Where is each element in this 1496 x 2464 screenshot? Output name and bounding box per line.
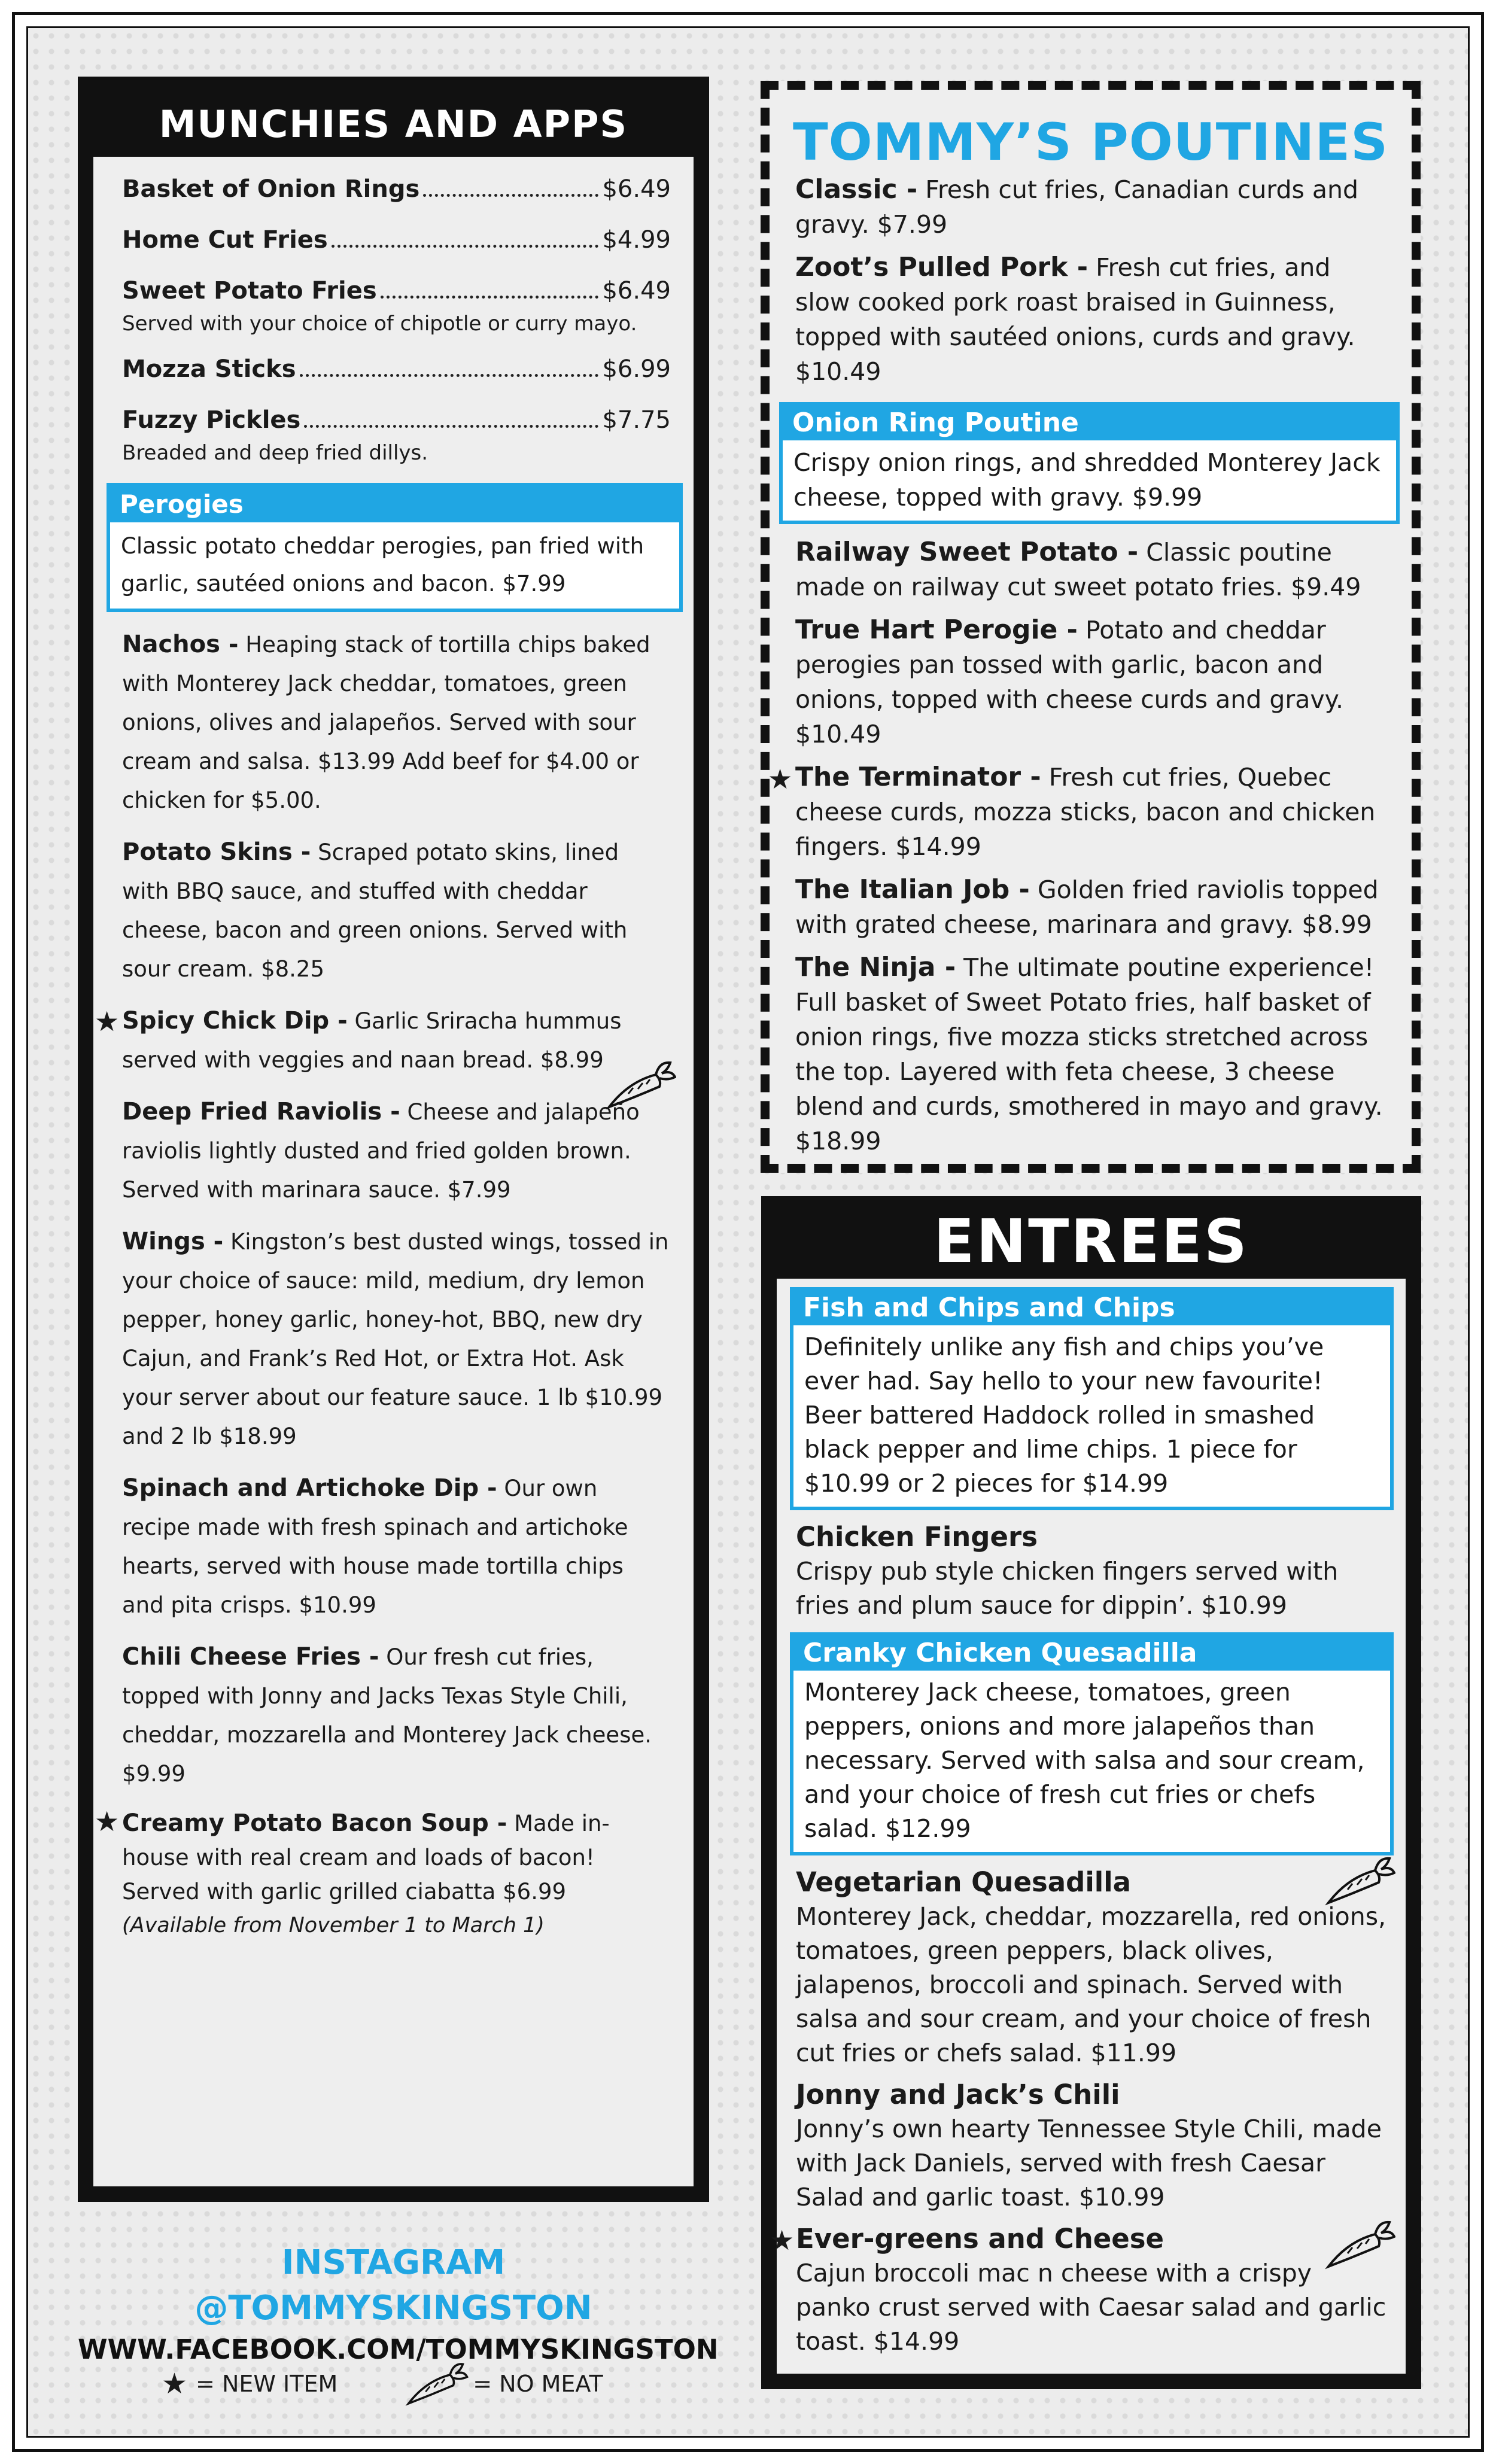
icon-legend	[162, 2360, 603, 2408]
item-name: Chili Cheese Fries -	[122, 1643, 379, 1671]
item-description: Potato and cheddar perogies pan tossed with garlic, bacon and onions, topped with cheese curds and gravy. $10.49	[795, 616, 1344, 749]
item-price: $7.75	[602, 406, 671, 434]
facebook-url[interactable]: WWW.FACEBOOK.COM/TOMMYSKINGSTON	[78, 2334, 719, 2365]
menu-item-potato-bacon-soup: ★ Creamy Potato Bacon Soup - Made in-house with real cream and loads of bacon! Served with garlic grilled ciabatta $6.99 (Available from November 1 to March 1)	[122, 1806, 671, 1942]
poutine-railway-sweet-potato	[795, 535, 1392, 604]
poutine-terminator: ★ The Terminator - Fresh cut fries, Quebec cheese curds, mozza sticks, bacon and chicken fingers. $14.99	[768, 762, 1376, 861]
item-name: Basket of Onion Rings	[122, 175, 420, 203]
item-name: Spinach and Artichoke Dip -	[122, 1474, 497, 1502]
item-name: The Italian Job -	[795, 874, 1030, 905]
legend-star-icon: ★	[162, 2367, 188, 2401]
leader-dots	[423, 194, 598, 197]
item-description: Our fresh cut fries, topped with Jonny and Jacks Texas Style Chili, cheddar, mozzarella and Monterey Jack cheese. $9.99	[122, 1644, 652, 1787]
menu-item-mozza-sticks	[122, 350, 671, 389]
item-description: Cajun broccoli mac n cheese with a crispy panko crust served with Caesar salad and garlic toast. $14.99	[796, 2259, 1386, 2356]
leader-dots	[381, 296, 599, 299]
item-description: Crispy pub style chicken fingers served with fries and plum sauce for dippin’. $10.99	[796, 1557, 1339, 1620]
item-name: Jonny and Jack’s Chili	[796, 2079, 1120, 2110]
legend-new-item: = NEW ITEM	[196, 2371, 338, 2397]
leader-dots	[332, 245, 599, 248]
item-description: Classic poutine made on railway cut sweet potato fries. $9.49	[795, 538, 1361, 601]
item-description: The ultimate poutine experience! Full basket of Sweet Potato fries, half basket of onion rings, five mozza sticks stretched across the top. Layered with feta cheese, 3 cheese blend and curds, smothered in mayo and gravy. $18.99	[795, 953, 1383, 1155]
item-name: Vegetarian Quesadilla	[796, 1866, 1131, 1898]
item-note: Served with your choice of chipotle or curry mayo.	[122, 312, 637, 336]
poutines-section	[761, 81, 1421, 1173]
item-name: Fuzzy Pickles	[122, 406, 301, 434]
item-name: Spicy Chick Dip -	[122, 1007, 348, 1035]
poutine-pulled-pork	[795, 250, 1392, 389]
item-name: Railway Sweet Potato -	[795, 537, 1139, 567]
apps-section-title: MUNCHIES AND APPS	[159, 102, 628, 146]
item-name: Wings -	[122, 1228, 224, 1255]
item-description: Monterey Jack, cheddar, mozzarella, red onions, tomatoes, green peppers, black olives, jalapenos, broccoli and spinach. Served with salsa and sour cream, and your choice of fresh cut fries or chefs salad. $11.99	[796, 1902, 1386, 2067]
feature-onion-ring-poutine	[779, 402, 1400, 524]
item-description: Our own recipe made with fresh spinach and artichoke hearts, served with house made tortilla chips and pita crisps. $10.99	[122, 1476, 628, 1618]
munchies-and-apps-section	[78, 77, 709, 2202]
item-description: Kingston’s best dusted wings, tossed in your choice of sauce: mild, medium, dry lemon pepper, honey garlic, honey-hot, BBQ, new dry Cajun, and Frank’s Red Hot, or Extra Hot. Ask your server about our feature sauce. 1 lb $10.99 and 2 lb $18.99	[122, 1229, 669, 1449]
menu-item-spicy-chick-dip: ★ Spicy Chick Dip - Garlic Sriracha hummus served with veggies and naan bread. $8.99	[95, 1005, 622, 1073]
feature-title: Cranky Chicken Quesadilla	[793, 1636, 1390, 1671]
poutines-content	[770, 172, 1412, 1158]
item-price: $6.99	[602, 355, 671, 383]
entree-chili	[796, 2077, 1388, 2214]
menu-item-sweet-potato-fries	[122, 272, 671, 311]
menu-item-nachos	[122, 625, 671, 820]
feature-cranky-chicken-quesadilla	[790, 1632, 1394, 1855]
feature-title: Fish and Chips and Chips	[793, 1291, 1390, 1325]
item-description: Fresh cut fries, Quebec cheese curds, mozza sticks, bacon and chicken fingers. $14.99	[795, 763, 1376, 861]
no-meat-carrot-icon	[604, 1058, 676, 1112]
item-price: $6.49	[602, 277, 671, 305]
item-description: Cheese and jalapeño raviolis lightly dusted and fried golden brown. Served with marinara sauce. $7.99	[122, 1099, 640, 1203]
item-name: Creamy Potato Bacon Soup -	[122, 1809, 507, 1837]
item-name: Mozza Sticks	[122, 355, 296, 383]
feature-fish-and-chips	[790, 1287, 1394, 1510]
poutine-true-hart-perogie	[795, 613, 1392, 752]
item-name: The Ninja -	[795, 952, 956, 982]
item-description: Garlic Sriracha hummus served with veggies and naan bread. $8.99	[122, 1008, 622, 1073]
item-name: Classic -	[795, 174, 918, 205]
item-name: Sweet Potato Fries	[122, 277, 377, 305]
leader-dots	[304, 425, 598, 428]
feature-title: Perogies	[110, 486, 679, 522]
feature-title: Onion Ring Poutine	[783, 406, 1396, 440]
item-name: Nachos -	[122, 631, 239, 658]
feature-description: Crispy onion rings, and shredded Monterey Jack cheese, topped with gravy. $9.99	[793, 448, 1381, 512]
poutine-classic	[795, 172, 1392, 242]
legend-no-meat: = NO MEAT	[473, 2371, 603, 2397]
availability-note: (Available from November 1 to March 1)	[122, 1914, 545, 1937]
menu-item-fuzzy-pickles	[122, 401, 671, 440]
feature-description: Definitely unlike any fish and chips you’ve ever had. Say hello to your new favourite! Beer battered Haddock rolled in smashed black pepper and lime chips. 1 piece for $10.99 or 2 pieces for $14.99	[804, 1333, 1324, 1498]
entrees-title: ENTREES	[934, 1206, 1249, 1276]
apps-content	[93, 157, 694, 2186]
entree-vegetarian-quesadilla	[796, 1865, 1388, 2070]
leader-dots	[300, 374, 599, 377]
poutine-ninja	[795, 950, 1392, 1158]
item-name: Zoot’s Pulled Pork -	[795, 252, 1088, 282]
entrees-section	[761, 1196, 1421, 2389]
item-name: True Hart Perogie -	[795, 615, 1078, 645]
item-description: Scraped potato skins, lined with BBQ sauce, and stuffed with cheddar cheese, bacon and green onions. Served with sour cream. $8.25	[122, 839, 628, 982]
item-name: Potato Skins -	[122, 838, 311, 866]
feature-description: Classic potato cheddar perogies, pan fried with garlic, sautéed onions and bacon. $7.99	[121, 533, 644, 597]
feature-description: Monterey Jack cheese, tomatoes, green peppers, onions and more jalapeños than necessary. Served with salsa and sour cream, and your choice of fresh cut fries or chefs salad. $12.99	[804, 1678, 1365, 1843]
item-description: Made in-house with real cream and loads of bacon! Served with garlic grilled ciabatta $6.99	[122, 1811, 610, 1905]
item-description: Golden fried raviolis topped with grated cheese, marinara and gravy. $8.99	[795, 875, 1379, 939]
feature-perogies	[107, 483, 683, 612]
item-price: $4.99	[602, 226, 671, 254]
item-name-text: Ever-greens and Cheese	[796, 2223, 1164, 2255]
entree-evergreens-and-cheese	[770, 2222, 1388, 2359]
item-note: Breaded and deep fried dillys.	[122, 441, 428, 465]
instagram-handle[interactable]: INSTAGRAM @TOMMYSKINGSTON	[194, 2243, 592, 2328]
item-name: The Terminator -	[795, 762, 1041, 792]
menu-item-deep-fried-raviolis	[122, 1093, 671, 1209]
item-description: Jonny’s own hearty Tennessee Style Chili, made with Jack Daniels, served with fresh Caesar Salad and garlic toast. $10.99	[796, 2115, 1382, 2211]
menu-item-spinach-artichoke-dip	[122, 1469, 671, 1625]
item-description: Fresh cut fries, and slow cooked pork roast braised in Guinness, topped with sautéed onions, curds and gravy. $10.49	[795, 253, 1355, 386]
item-name: Chicken Fingers	[796, 1521, 1038, 1553]
item-name: Home Cut Fries	[122, 226, 328, 254]
legend-carrot-icon	[403, 2360, 469, 2408]
menu-item-wings	[122, 1222, 671, 1456]
no-meat-carrot-icon	[1324, 1854, 1395, 1908]
item-description: Heaping stack of tortilla chips baked with Monterey Jack cheddar, tomatoes, green onions, olives and jalapeños. Served with sour cream and salsa. $13.99 Add beef for $4.00 or chicken for $5.00.	[122, 632, 650, 813]
item-description: Fresh cut fries, Canadian curds and gravy. $7.99	[795, 175, 1359, 239]
entree-chicken-fingers	[796, 1520, 1388, 1623]
menu-item-chili-cheese-fries	[122, 1638, 671, 1793]
no-meat-carrot-icon	[1324, 2217, 1395, 2271]
menu-item-home-cut-fries	[122, 221, 671, 260]
menu-item-potato-skins	[122, 833, 671, 988]
menu-item-onion-rings	[122, 170, 671, 209]
item-price: $6.49	[602, 175, 671, 203]
social-links	[78, 2240, 719, 2368]
poutines-title: TOMMY’S POUTINES	[792, 112, 1389, 172]
entrees-content	[770, 1279, 1406, 2374]
item-name: ★ Ever-greens and Cheese	[770, 2223, 1164, 2256]
item-name: Deep Fried Raviolis -	[122, 1098, 400, 1125]
poutine-italian-job	[795, 872, 1392, 942]
